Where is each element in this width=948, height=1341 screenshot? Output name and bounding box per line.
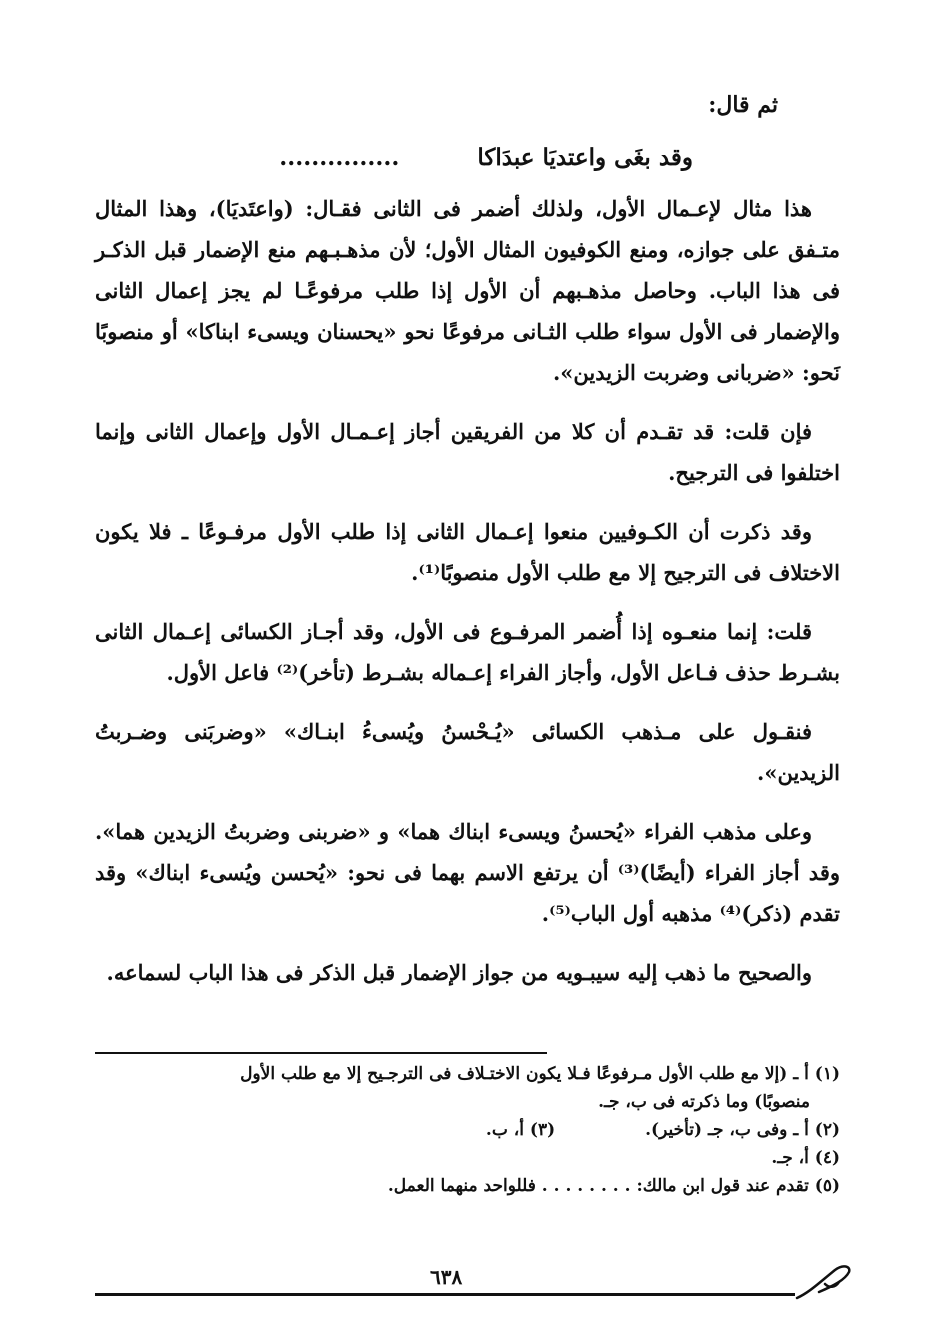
footnote-1: (١) أ ـ (إلا مع طلب الأول مـرفوعًا فـلا يكون الاختـلاف فى الترجـيح إلا مع طلب الأول bbox=[240, 1064, 840, 1084]
footnote-divider bbox=[95, 1052, 547, 1054]
paragraph: وقد ذكرت أن الكـوفيين منعوا إعـمال الثانى إذا طلب الأول مرفـوعًا ـ فلا يكون الاختلاف فى الترجيح إلا مع طلب الأول منصوبًا⁽¹⁾. bbox=[95, 519, 840, 585]
paragraph: وعلى مذهب الفراء «يُحسنُ ويسىء ابناك هما» و «ضربنى وضربتُ الزيدين هما». وقد أجاز الفراء (أيضًا)⁽³⁾ أن يرتفع الاسم بهما فى نحو: «يُحسن ويُسىء ابناك» وقد تقدم (ذكر)⁽⁴⁾ مذهبه أول الباب⁽⁵⁾. bbox=[95, 819, 840, 926]
verse-line bbox=[279, 144, 693, 171]
footnote-2: (٢) أ ـ وفى ب، جـ (تأخير). bbox=[645, 1120, 840, 1140]
footnote-3: (٣) أ، ب. bbox=[485, 1120, 556, 1140]
footnote-row-2-3 bbox=[95, 1116, 840, 1144]
paragraph: والصحيح ما ذهب إليه سيبـويه من جواز الإضمار قبل الذكر فى هذا الباب لسماعه. bbox=[106, 960, 812, 985]
page-number: ٦٣٨ bbox=[430, 1265, 463, 1289]
bottom-divider bbox=[95, 1293, 795, 1296]
paragraph: قلت: إنما منعـوه إذا أُضمر المرفـوع فى الأول، وقد أجـاز الكسائى إعـمال الثانى بشـرط حذف فـاعل الأول، وأجاز الفراء إعـماله بشـرط (تأخر)⁽²⁾ فاعل الأول. bbox=[95, 619, 840, 685]
body-text bbox=[95, 188, 840, 1011]
paragraph: هذا مثال لإعـمال الأول، ولذلك أضمر فى الثانى فقـال: (واعتَديَا)، وهذا المثال متـفق على جوازه، ومنع الكوفيون المثال الأول؛ لأن مذهـبـهم منع الإضمار قبل الذكـر فى هذا الباب. وحاصل مذهـبهم أن الأول إذا طلب مرفوعًـا لم يجز إعمال الثانى والإضمار فى الأول سواء طلب الثـانى مرفوعًا نحو «يحسنان ويسىء ابناكا» أو منصوبًا نَحو: «ضربانى وضربت الزيدين». bbox=[95, 196, 840, 385]
quill-flourish-icon bbox=[795, 1262, 855, 1302]
footnote-5: (٥) تقدم عند قول ابن مالك: . . . . . . . . فللواحد منهما العمل. bbox=[387, 1176, 840, 1196]
intro-line: ثم قال: bbox=[708, 92, 778, 118]
verse-dots: ............... bbox=[279, 144, 400, 171]
footnotes bbox=[95, 1060, 840, 1200]
verse-text: وقد بغَى واعتديَا عبدَاكا bbox=[477, 144, 693, 171]
paragraph: فنقـول على مـذهب الكسائى «يُـحْسنُ ويُسىءُ ابنـاك» «وضربَنى وضـربتُ الزيدين». bbox=[95, 719, 840, 785]
paragraph: فإن قلت: قد تقـدم أن كلا من الفريقين أجاز إعـمـال الأول وإعمال الثانى وإنما اختلفوا فى الترجيح. bbox=[95, 419, 840, 485]
footnote-4: (٤) أ، جـ. bbox=[771, 1148, 840, 1168]
footnote-1-continued: منصوبًا) وما ذكرته فى ب، جـ. bbox=[598, 1092, 810, 1112]
